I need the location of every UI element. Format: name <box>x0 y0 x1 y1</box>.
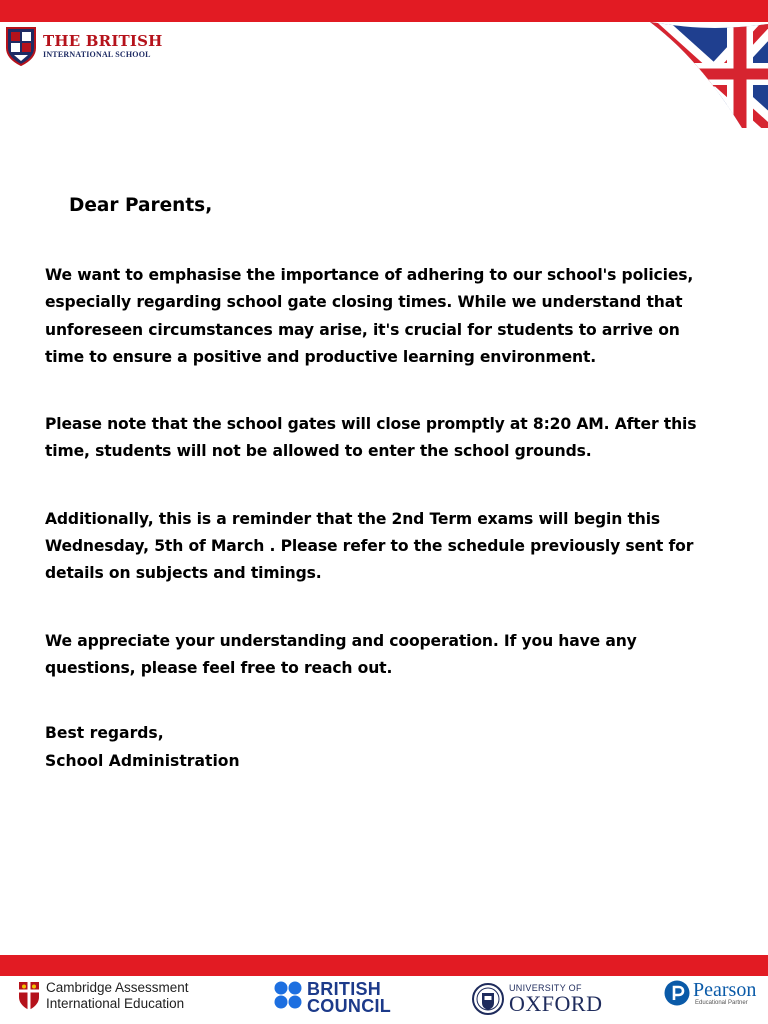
letter-body <box>45 195 725 775</box>
school-logo <box>5 25 163 67</box>
paragraph-line: Wednesday, 5th of March . Please refer to the schedule previously sent for <box>45 537 694 556</box>
bottom-red-bar <box>0 955 768 976</box>
paragraph-line: especially regarding school gate closing times. While we understand that <box>45 293 683 312</box>
signoff <box>45 719 725 775</box>
top-red-bar <box>0 0 768 22</box>
signature: School Administration <box>45 752 240 771</box>
paragraph-gate-time <box>45 411 725 466</box>
school-name-line2: INTERNATIONAL SCHOOL <box>43 49 151 59</box>
pearson-tagline: Educational Partner <box>695 1000 748 1006</box>
paragraph-line: details on subjects and timings. <box>45 564 322 583</box>
oxford-seal-icon <box>472 980 504 1018</box>
cambridge-logo <box>18 980 189 1012</box>
oxford-line1: UNIVERSITY OF <box>509 983 582 993</box>
paragraph-line: unforeseen circumstances may arise, it's crucial for students to arrive on <box>45 320 680 339</box>
cambridge-line2: International Education <box>46 996 185 1011</box>
oxford-line2: OXFORD <box>509 991 603 1016</box>
union-jack-flag-icon <box>650 22 768 128</box>
pearson-name: Pearson <box>693 979 757 1001</box>
british-council-line2: COUNCIL <box>307 996 392 1016</box>
salutation: Dear Parents, <box>69 195 213 216</box>
paragraph-line: Additionally, this is a reminder that the 2nd Term exams will begin this <box>45 509 661 528</box>
paragraph-policy <box>45 262 725 371</box>
cambridge-line1: Cambridge Assessment <box>46 980 189 995</box>
british-council-logo <box>273 980 391 1016</box>
school-crest-icon <box>5 26 37 66</box>
school-name-line1: THE BRITISH <box>43 31 163 50</box>
british-council-dots-icon <box>273 980 303 1016</box>
paragraph-exams <box>45 506 725 588</box>
paragraph-line: Please note that the school gates will close promptly at 8:20 AM. After this <box>45 415 697 434</box>
paragraph-line: We appreciate your understanding and cooperation. If you have any <box>45 631 637 650</box>
paragraph-line: We want to emphasise the importance of adhering to our school's policies, <box>45 266 694 284</box>
partner-logos <box>0 976 768 1024</box>
school-name <box>43 31 163 59</box>
paragraph-thanks <box>45 628 725 683</box>
paragraph-line: time, students will not be allowed to enter the school grounds. <box>45 442 592 461</box>
closing: Best regards, <box>45 724 164 743</box>
letterhead <box>0 22 768 132</box>
british-council-line1: BRITISH <box>307 979 382 999</box>
paragraph-line: questions, please feel free to reach out. <box>45 658 393 677</box>
cambridge-shield-icon <box>18 981 40 1011</box>
pearson-p-icon <box>664 980 690 1006</box>
pearson-logo <box>664 980 756 1006</box>
paragraph-line: time to ensure a positive and productive learning environment. <box>45 347 597 366</box>
oxford-logo <box>472 980 602 1018</box>
